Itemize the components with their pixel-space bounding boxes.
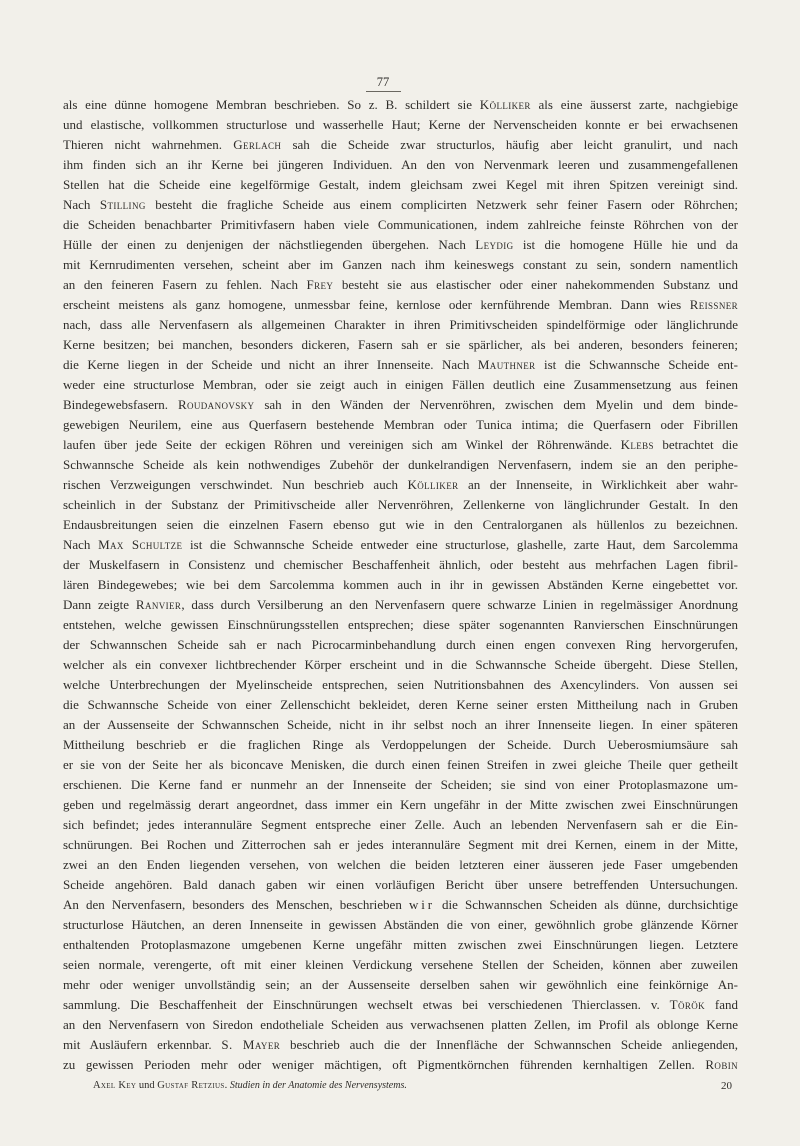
text-line [63,255,738,275]
text-run: laufen über jede Seite der eckigen Röhren und vereinigen sich am Winkel der Röhrenwände. [63,437,621,452]
text-line-content [63,855,738,875]
text-line-content [63,115,738,135]
text-run: geben und regelmässig derart angeordnet, dass immer ein Kern ungefähr in der Mitte zwischen zwei Einschnürungen [63,797,738,812]
text-run: betrachtet die [653,437,738,452]
text-run: Bindegewebsfasern. [63,397,178,412]
text-line-content [63,315,738,335]
cited-name: Kölliker [407,477,459,492]
cited-name: Max Schultze [98,537,183,552]
text-line [63,615,738,635]
text-line-content [63,815,738,835]
cited-name: Gerlach [233,137,282,152]
text-run: die Schwannschen Scheiden als dünne, durchsichtige [434,897,738,912]
text-line [63,155,738,175]
text-run: Nach [63,197,100,212]
text-run: Stellen hat die Scheide eine kegelförmige Gestalt, indem gleichsam zwei Kegel mit ihren Spitzen vereinigt sind. [63,177,738,192]
text-line [63,815,738,835]
text-line [63,295,738,315]
text-run: Thieren nicht wahrnehmen. [63,137,234,152]
text-line [63,735,738,755]
text-run: beschrieb auch die der Innenfläche der Schwannschen Scheide anliegenden, [280,1037,738,1052]
text-run: sah in den Wänden der Nervenröhren, zwischen dem Myelin und dem binde- [254,397,738,412]
text-line-content [63,255,738,275]
cited-name: Leydig [475,237,514,252]
text-line-content [63,335,738,355]
cited-name: Axel Key [93,1080,137,1091]
text-line-content [63,555,738,575]
text-line-content [63,1055,738,1075]
text-run: erschienen. Die Kerne fand er nunmehr an der Innenseite der Scheiden; sie sind von einer Protoplasmazone um- [63,777,738,792]
text-run: enthaltenden Protoplasmazone umgebenen Kerne ungefähr mitten zwischen zwei Einschnürungen liegen. Letztere [63,937,738,952]
text-line-content [63,395,738,415]
text-run: und [136,1080,158,1091]
cited-name: Mauthner [477,357,536,372]
text-line [63,1015,738,1035]
text-run: . [224,1080,230,1091]
text-run: lären Bindegewebes; wie bei dem Sarcolemma kommen auch in ihr in gewissen Abständen Kerne eingebettet vor. [63,577,738,592]
text-line-content [63,935,738,955]
page-number: 77 [376,75,390,89]
text-run: zu gewissen Perioden mehr oder weniger mächtigen, oft Pigmentkörnchen führenden kernhaltigen Zellen. [63,1057,706,1072]
text-run: er sie von der Seite her als biconcave Menisken, die durch einen feinen Streifen in zwei gleiche Theile quer getheilt [63,757,738,772]
cited-name: Roudanovsky [177,397,255,412]
text-line [63,775,738,795]
text-line-content [63,435,738,455]
cited-name: Török [669,997,706,1012]
text-run: gewebigen Neurilem, eine aus Querfasern bestehende Membran oder Tunica intima; die Querfasern oder Fibrillen [63,417,738,432]
cited-name: Ranvier [135,597,182,612]
text-run: sammlung. Die Beschaffenheit der Einschnürungen wechselt etwas bei verschiedenen Thierclassen. v. [63,997,670,1012]
text-line [63,715,738,735]
text-line [63,915,738,935]
text-line-content [63,1015,738,1035]
text-line-content [63,535,738,555]
text-run: ihm finden sich an ihr Kerne bei jüngeren Individuen. An den von Nervenmark leeren und zusammengefallenen [63,157,738,172]
text-run: die Kerne liegen in der Scheide und nicht an ihrer Innenseite. Nach [63,357,478,372]
text-line-content [63,135,738,155]
text-line-content [63,675,738,695]
text-line [63,215,738,235]
text-line-content [63,795,738,815]
text-run: Dann zeigte [63,597,136,612]
text-line-content [63,415,738,435]
text-line-content [63,375,738,395]
text-line [63,675,738,695]
text-run: welcher als ein convexer lichtbrechender Körper erscheint und in die Schwannsche Scheide übergeht. Diese Stellen, [63,657,738,672]
text-run: mit Kernrudimenten versehen, scheint aber im Ganzen nach ihm keineswegs constant zu sein, sondern namentlich [63,257,738,272]
text-run: als eine dünne homogene Membran beschrieben. So z. B. schildert sie [63,97,480,112]
text-run: seien normale, verengerte, oft mit einer kleinen Verdickung versehene Stellen der Scheiden, können aber zuweilen [63,957,738,972]
text-run: schnürungen. Bei Rochen und Zitterrochen sah er jedes interannuläre Segment mit drei Kernen, einem in der Mitte, [63,837,738,852]
text-line [63,895,738,915]
text-line [63,695,738,715]
cited-name: Frey [306,277,334,292]
text-run: der Muskelfasern in Consistenz und chemischer Beschaffenheit ähnlich, oder besteht aus mehrfachen Lagen fibril- [63,557,738,572]
spaced-emphasis: wir [408,897,435,912]
text-run: mit Ausläufern erkennbar. [63,1037,222,1052]
cited-name: Klebs [620,437,654,452]
text-line-content [63,1035,738,1055]
text-run: ist die Schwannsche Scheide ent- [535,357,738,372]
text-line-content [63,575,738,595]
text-line-content [63,755,738,775]
text-line [63,755,738,775]
cited-name: Kölliker [479,97,531,112]
text-line-content [63,295,738,315]
text-line [63,975,738,995]
text-line [63,175,738,195]
text-run: besteht die fragliche Scheide aus einem complicirten Netzwerk sehr feiner Fasern oder Röhrchen; [145,197,738,212]
text-line-content [63,835,738,855]
text-line-content [63,715,738,735]
text-line-content [63,895,738,915]
text-run: weder eine structurlose Membran, oder sie zeigt auch in einigen Fällen deutlich eine Zusammensetzung aus feinen [63,377,738,392]
text-line [63,195,738,215]
text-run: Endausbreitungen seien die einzelnen Fasern ebenso gut wie in den Centralorganen als hüllenlos zu bezeichnen. [63,517,738,532]
text-line-content [63,595,738,615]
text-run: die Scheiden benachbarter Primitivfasern haben viele Communicationen, indem zahlreiche feinste Röhrchen von der [63,217,738,232]
text-line-content [63,635,738,655]
text-run: structurlose Häutchen, an deren Innenseite in gewissen Abständen die von einer, gewöhnlich grobe glänzende Körner [63,917,738,932]
text-line-content [63,695,738,715]
text-line-content [63,155,738,175]
book-title: Studien in der Anatomie des Nervensystems. [229,1080,407,1091]
body-text [63,95,738,1075]
text-line [63,315,738,335]
text-line-content [63,975,738,995]
text-run: erscheint meistens als ganz homogene, unmessbar feine, kernlose oder kernführende Membran. Dann wies [63,297,690,312]
text-line [63,515,738,535]
text-line [63,475,738,495]
text-line [63,415,738,435]
text-line-content [63,275,738,295]
text-run: der Schwannschen Scheide sah er nach Picrocarminbehandlung durch einen engen convexen Ring hervorgerufen, [63,637,738,652]
cited-name: Reissner [689,297,738,312]
text-line [63,355,738,375]
text-line-content [63,475,738,495]
text-run: Scheide angehören. Bald danach gaben wir einen vorläufigen Bericht über unsere betreffenden Untersuchungen. [63,877,738,892]
text-run: an den feineren Fasern zu fehlen. Nach [63,277,307,292]
text-run: Hülle der einen zu denjenigen der nächstliegenden übergehen. Nach [63,237,476,252]
printer-signature: 20 [721,1080,732,1092]
text-line [63,495,738,515]
text-line-content [63,495,738,515]
text-run: an der Aussenseite der Schwannschen Scheide, nicht in ihr selbst noch an ihrer Innenseite liegen. In einer späteren [63,717,738,732]
text-run: Mittheilung beschrieb er die fraglichen Ringe als Verdoppelungen der Scheide. Durch Ueberosmiumsäure sah [63,737,738,752]
text-line [63,1055,738,1075]
text-run: scheinlich in der Substanz der Primitivscheide aller Nervenröhren, Zellenkerne von länglichrunder Gestalt. In den [63,497,738,512]
text-run: an der Innenseite, in Wirklichkeit aber wahr- [458,477,738,492]
text-run: nach, dass alle Nervenfasern als allgemeinen Charakter in ihren Primitivscheiden spindelförmige oder länglichrunde [63,317,738,332]
text-line-content [63,995,738,1015]
text-line [63,575,738,595]
text-line [63,635,738,655]
text-line [63,375,738,395]
text-run: sich befindet; jedes interannuläre Segment entspreche einer Zelle. Auch an lebenden Nervenfasern sah er die Ein- [63,817,738,832]
text-line-content [63,175,738,195]
text-run: mehr oder weniger unvollständig sein; an der Aussenseite derselben sahen wir gewöhnlich eine feinkörnige An- [63,977,738,992]
text-line-content [63,515,738,535]
text-line [63,855,738,875]
text-line [63,395,738,415]
text-run: besteht sie aus elastischer oder einer nahekommenden Substanz und [333,277,738,292]
text-line-content [63,455,738,475]
text-line [63,995,738,1015]
page-number-rule [366,91,401,92]
text-run: , dass durch Versilberung an den Nervenfasern quere schwarze Linien in regelmässiger Anordnung [181,597,738,612]
text-line-content [63,95,738,115]
text-run: sah die Scheide zwar structurlos, häufig aber leicht granulirt, und nach [281,137,739,152]
text-line-content [63,735,738,755]
text-line [63,335,738,355]
text-run: ist die homogene Hülle hie und da [513,237,738,252]
text-line [63,595,738,615]
text-line [63,275,738,295]
text-line [63,95,738,115]
text-line [63,115,738,135]
text-line [63,535,738,555]
text-run: und elastische, vollkommen structurlose und wasserhelle Haut; Kerne der Nervenscheiden konnte er bei erwachsenen [63,117,738,132]
text-run: die Schwannsche Scheide von einer Zellenschicht bekleidet, deren Kerne seiner ersten Mittheilung nach in Gruben [63,697,738,712]
text-line-content [63,955,738,975]
text-line-content [63,615,738,635]
text-line-content [63,775,738,795]
text-line [63,795,738,815]
text-run: fand [705,997,738,1012]
text-line [63,435,738,455]
text-run: entstehen, welche gewissen Einschnürungsstellen entsprechen; diese später sogenannten Ranvierschen Einschnürungen [63,617,738,632]
text-run: Kerne besitzen; bei manchen, besonders dickeren, Fasern sah er sie spärlicher, als bei anderen, besonders feineren; [63,337,738,352]
text-line-content [63,215,738,235]
text-run: als eine äusserst zarte, nachgiebige [530,97,738,112]
text-run: ist die Schwannsche Scheide entweder eine structurlose, glashelle, zarte Haut, dem Sarcolemma [182,537,738,552]
cited-name: Stilling [99,197,146,212]
text-line [63,235,738,255]
text-line-content [63,235,738,255]
text-run: Schwannsche Scheide als kein nothwendiges Zubehör der dunkelrandigen Nervenfasern, indem sie an den periphe- [63,457,738,472]
text-run: zwei an den Enden liegenden versehen, von welchen die beiden letzteren einer äusseren jede Faser umgebenden [63,857,738,872]
text-run: welche Unterbrechungen der Myelinscheide entsprechen, seien Nutritionsbahnen des Axencylinders. Von aussen sei [63,677,738,692]
text-run: Nach [63,537,99,552]
footer-citation [93,1077,493,1095]
text-line [63,455,738,475]
text-line-content [63,195,738,215]
text-line [63,135,738,155]
cited-name: Gustaf Retzius [157,1080,225,1091]
text-line [63,835,738,855]
text-run: an den Nervenfasern von Siredon endotheliale Scheiden aus verwachsenen platten Zellen, im Profil als oblonge Kerne [63,1017,738,1032]
text-line [63,555,738,575]
text-run: rischen Verzweigungen verschwindet. Nun beschrieb auch [63,477,408,492]
text-line-content [63,915,738,935]
text-line [63,655,738,675]
text-line-content [63,875,738,895]
text-line [63,875,738,895]
cited-name: S. Mayer [221,1037,281,1052]
text-line-content [63,355,738,375]
text-line [63,1035,738,1055]
cited-name: Robin [705,1057,738,1072]
text-line-content [63,655,738,675]
text-line [63,955,738,975]
text-line [63,935,738,955]
text-run: An den Nervenfasern, besonders des Menschen, beschrieben [63,897,409,912]
